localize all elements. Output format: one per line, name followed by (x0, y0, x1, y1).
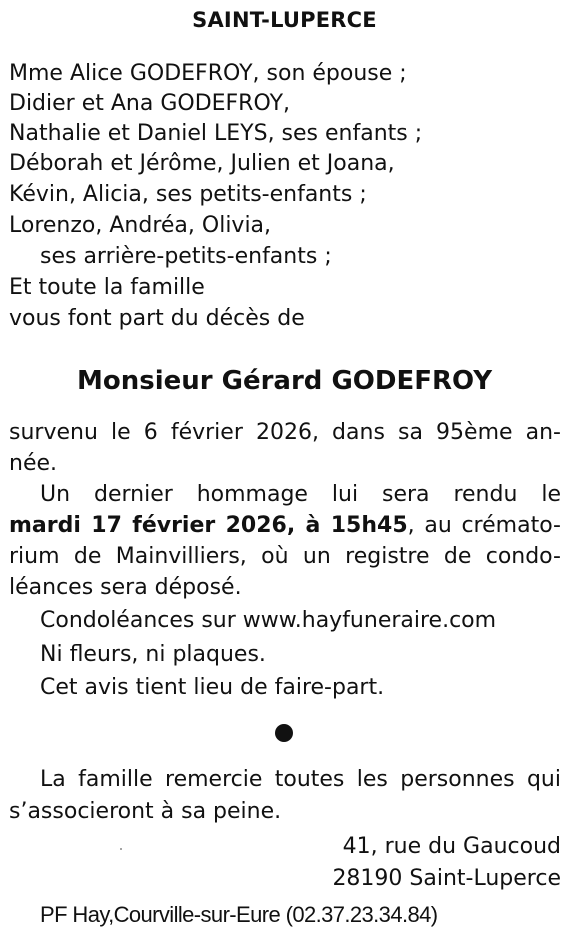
death-line: survenu le 6 février 2026, dans sa 95ème an- (9, 420, 561, 445)
death-line-end: née. (9, 451, 58, 476)
ceremony-date-line (9, 511, 561, 541)
town-heading: SAINT-LUPERCE (192, 8, 377, 32)
family-line: Et toute la famille (9, 275, 205, 300)
family-line: ses arrière-petits-enfants ; (40, 244, 332, 269)
separator-bullet (275, 724, 293, 742)
family-line: Déborah et Jérôme, Julien et Joana, (9, 151, 395, 176)
thanks-line: s’associeront à sa peine. (9, 799, 282, 824)
deceased-name: Monsieur Gérard GODEFROY (76, 366, 493, 396)
family-line: Kévin, Alicia, ses petits-enfants ; (9, 182, 367, 207)
ceremony-line: rium de Mainvilliers, où un registre de condo- (9, 544, 561, 569)
condolences-line: Condoléances sur www.hayfuneraire.com (40, 608, 497, 633)
thanks-line: La famille remercie toutes les personnes qui (40, 767, 561, 792)
family-line: Mme Alice GODEFROY, son épouse ; (9, 61, 407, 86)
print-speck (120, 848, 122, 850)
funeral-home-footer: PF Hay,Courville-sur-Eure (02.37.23.34.84) (40, 902, 438, 927)
ceremony-place-start: , au crémato- (407, 513, 561, 538)
no-flowers-line: Ni fleurs, ni plaques. (40, 642, 266, 667)
notice-line: Cet avis tient lieu de faire-part. (40, 675, 385, 700)
ceremony-line: léances sera déposé. (9, 575, 242, 600)
family-line: Nathalie et Daniel LEYS, ses enfants ; (9, 121, 423, 146)
address-street: 41, rue du Gaucoud (342, 834, 561, 859)
family-line: vous font part du décès de (9, 306, 305, 331)
family-line: Didier et Ana GODEFROY, (9, 91, 291, 116)
ceremony-line: Un dernier hommage lui sera rendu le (40, 482, 561, 507)
family-line: Lorenzo, Andréa, Olivia, (9, 213, 272, 238)
ceremony-date: mardi 17 février 2026, à 15h45 (9, 513, 408, 538)
address-city: 28190 Saint-Luperce (332, 866, 561, 891)
